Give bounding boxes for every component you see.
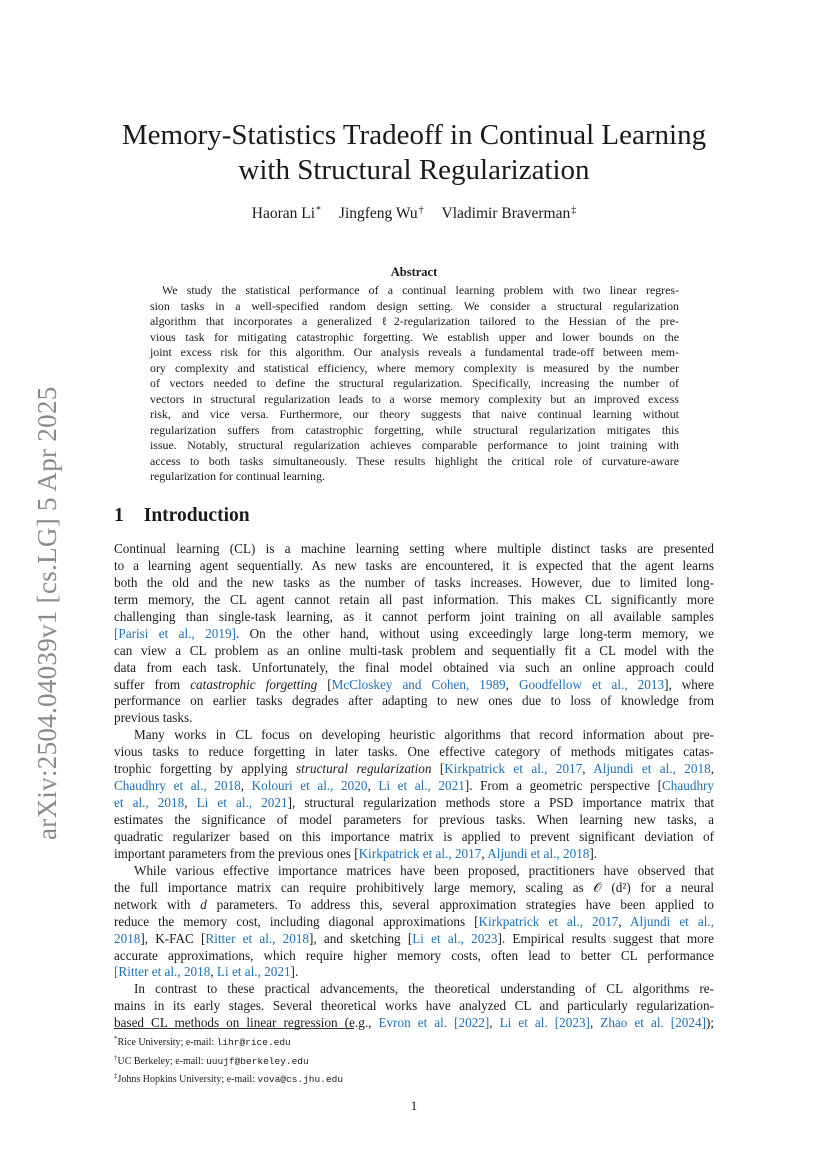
body-line bbox=[114, 677, 714, 694]
title-line-2: with Structural Regularization bbox=[238, 154, 590, 186]
body-line: the full importance matrix can require prohibitively large memory, scaling as 𝒪 (d²) for a neural bbox=[114, 879, 714, 895]
citation-link[interactable]: Li et al., 2021 bbox=[216, 964, 291, 980]
footnote bbox=[114, 1032, 343, 1051]
citation-link[interactable]: Kirkpatrick et al., 2017 bbox=[358, 845, 482, 861]
citation-link[interactable]: Kirkpatrick et al., 2017 bbox=[444, 761, 583, 777]
body-text: important parameters from the previous ones [ bbox=[114, 845, 359, 861]
abstract-line: regularization for continual learning. bbox=[150, 469, 325, 483]
citation-link[interactable]: Ritter et al., 2018 bbox=[205, 930, 310, 946]
body-line: While various effective importance matrices have been proposed, practitioners have observed that bbox=[134, 862, 714, 878]
footnote-mark: ‡ bbox=[114, 1072, 118, 1081]
body-line: In contrast to these practical advancements, the theoretical understanding of CL algorithms re- bbox=[134, 981, 714, 997]
body-text: ]. bbox=[589, 845, 598, 861]
body-line: to a learning agent sequentially. As new tasks are encountered, it is expected that the agent learns bbox=[114, 557, 714, 573]
abstract-line: regularization suffers from catastrophic forgetting, while structural regularization mitigates this bbox=[150, 422, 679, 437]
body-text: network with bbox=[114, 896, 201, 912]
abstract-heading: Abstract bbox=[390, 265, 438, 279]
abstract-line: issue. Notably, structural regularization achieves comparable performance to joint training with bbox=[150, 438, 679, 452]
body-line: can view a CL problem as an online multi-task problem and sequentially fit a CL model with the bbox=[114, 642, 714, 658]
author bbox=[442, 205, 577, 222]
arxiv-side-stamp bbox=[26, 370, 66, 840]
body-text: , bbox=[505, 676, 519, 692]
body-line bbox=[114, 931, 714, 948]
author-mark: * bbox=[316, 205, 322, 216]
body-text: based CL methods on linear regression (e.g., bbox=[114, 1015, 379, 1031]
body-line bbox=[114, 761, 714, 778]
body-line: vious tasks to reduce forgetting in later tasks. One effective category of methods mitigates catas- bbox=[114, 744, 714, 760]
author-list bbox=[110, 205, 718, 223]
body-line: both the old and the new tasks as the number of tasks increases. However, due to limited long- bbox=[114, 574, 714, 590]
body-text: [ bbox=[317, 676, 332, 692]
footnote-text: Rice University; e-mail: bbox=[117, 1037, 217, 1048]
abstract-line: ory complexity and statistical efficiency, where memory complexity is measured by the number bbox=[150, 360, 679, 375]
body-text: , bbox=[210, 964, 217, 980]
body-line bbox=[114, 914, 714, 931]
author bbox=[339, 205, 424, 222]
abstract-body bbox=[150, 283, 679, 485]
citation-link[interactable]: Evron et al. [2022] bbox=[378, 1015, 490, 1031]
body-text: , bbox=[184, 795, 197, 811]
abstract-line: vious task for mitigating catastrophic forgetting. We establish upper and lower bounds on the bbox=[150, 329, 679, 344]
email-link[interactable]: uuujf@berkeley.edu bbox=[206, 1055, 309, 1067]
citation-link[interactable]: Aljundi et al., 2018 bbox=[593, 761, 711, 777]
body-line bbox=[114, 778, 714, 795]
body-line: term memory, the CL agent cannot retain all past information. This makes CL significantly more bbox=[114, 591, 714, 607]
section-heading bbox=[114, 505, 250, 527]
author-mark: ‡ bbox=[571, 205, 577, 216]
footnote-mark: † bbox=[114, 1053, 118, 1062]
body-text: , bbox=[367, 778, 379, 794]
body-text: , bbox=[582, 761, 594, 777]
citation-link[interactable]: [Ritter et al., 2018 bbox=[114, 964, 211, 980]
body-text: suffer from bbox=[114, 676, 191, 692]
body-line bbox=[114, 795, 714, 812]
body-line: data from each task. Unfortunately, the final model obtained via such an online approach could bbox=[114, 659, 714, 675]
body-line bbox=[114, 626, 714, 643]
abstract-line: sion tasks in a well-specified random design setting. We consider a structural regularization bbox=[150, 298, 679, 313]
footnotes bbox=[114, 1032, 343, 1088]
body-text: [ bbox=[431, 761, 445, 777]
author bbox=[252, 205, 321, 222]
citation-link[interactable]: Goodfellow et al., 2013 bbox=[518, 676, 665, 692]
citation-link[interactable]: Li et al. [2023] bbox=[499, 1015, 590, 1031]
citation-link[interactable]: Li et al., 2021 bbox=[196, 795, 288, 811]
paper-title bbox=[110, 118, 718, 188]
body-line: Continual learning (CL) is a machine learning setting where multiple distinct tasks are presented bbox=[114, 541, 714, 556]
citation-link[interactable]: Li et al., 2021 bbox=[378, 778, 465, 794]
title-line-1: Memory-Statistics Tradeoff in Continual Learning bbox=[121, 119, 707, 151]
body-text: , bbox=[618, 913, 630, 929]
citation-link[interactable]: Aljundi et al., bbox=[630, 913, 714, 929]
author-name: Haoran Li bbox=[251, 205, 316, 222]
footnote bbox=[114, 1051, 343, 1070]
footnote bbox=[114, 1069, 343, 1088]
body-line bbox=[114, 897, 714, 914]
body-text: , bbox=[240, 778, 252, 794]
body-text: trophic forgetting by applying bbox=[114, 761, 297, 777]
body-text: , bbox=[589, 1015, 601, 1031]
email-link[interactable]: vova@cs.jhu.edu bbox=[257, 1074, 344, 1086]
abstract-line: vectors in structural regularization leads to a worse memory complexity but an improved excess bbox=[150, 391, 679, 406]
emphasis-text: structural regularization bbox=[296, 761, 432, 777]
body-text: , bbox=[710, 761, 714, 777]
abstract-line: access to both tasks simultaneously. These results highlight the critical role of curvature-aware bbox=[150, 453, 679, 468]
citation-link[interactable]: 2018 bbox=[114, 930, 141, 946]
body-line: estimates the significance of model parameters for previous tasks. When learning new tasks, a bbox=[114, 812, 714, 827]
body-text: parameters. To address this, several approximation strategies have been applied to bbox=[206, 896, 714, 912]
citation-link[interactable]: Chaudhry bbox=[662, 778, 715, 794]
citation-link[interactable]: Kolouri et al., 2020 bbox=[251, 778, 368, 794]
body-text: ]. From a geometric perspective [ bbox=[464, 778, 663, 794]
footnote-mark: * bbox=[114, 1035, 118, 1043]
body-line bbox=[114, 964, 714, 981]
emphasis-text: catastrophic forgetting bbox=[190, 676, 318, 692]
abstract-line: risk, and vice versa. Furthermore, our theory suggests that naive continual learning without bbox=[150, 407, 679, 421]
section-number: 1 bbox=[114, 505, 124, 526]
email-link[interactable]: lihr@rice.edu bbox=[216, 1037, 291, 1048]
footnote-divider bbox=[114, 1028, 354, 1029]
body-text: ]. Empirical results suggest that more bbox=[497, 930, 714, 946]
body-line: mains in its early stages. Several theoretical works have analyzed CL and particularly regularization- bbox=[114, 998, 714, 1014]
introduction-body bbox=[114, 541, 714, 1032]
arxiv-identifier: arXiv:2504.04039v1 [cs.LG] 5 Apr 2025 bbox=[32, 386, 62, 840]
abstract-line: We study the statistical performance of a continual learning problem with two linear regres- bbox=[162, 283, 679, 297]
page-number: 1 bbox=[410, 1098, 418, 1113]
citation-link[interactable]: Aljundi et al., 2018 bbox=[487, 845, 590, 861]
body-line: accurate approximations, which require higher memory costs, often lead to better CL performance bbox=[114, 947, 714, 963]
body-line: quadratic regularizer based on this importance matrix is applied to prevent significant deviation of bbox=[114, 828, 714, 844]
abstract-line: algorithm that incorporates a generalized ℓ2-regularization tailored to the Hessian of the pre- bbox=[150, 314, 679, 328]
author-name: Vladimir Braverman bbox=[441, 205, 571, 222]
body-line: Many works in CL focus on developing heuristic algorithms that record information about pre- bbox=[134, 727, 714, 743]
body-line: previous tasks. bbox=[114, 710, 193, 726]
citation-link[interactable]: [Parisi et al., 2019] bbox=[114, 625, 236, 641]
citation-link[interactable]: Li et al., 2023 bbox=[412, 930, 498, 946]
abstract-line: of vectors needed to define the structural regularization. Specifically, increasing the number of bbox=[150, 376, 679, 390]
section-title: Introduction bbox=[143, 505, 250, 526]
body-text: ], structural regularization methods store a PSD importance matrix that bbox=[287, 795, 714, 811]
footnote-text: Johns Hopkins University; e-mail: bbox=[117, 1074, 258, 1086]
body-text: , bbox=[481, 845, 488, 861]
body-text: ); bbox=[705, 1015, 715, 1031]
body-text: , bbox=[489, 1015, 500, 1031]
body-text: ], where bbox=[664, 676, 714, 692]
body-text: ], K-FAC [ bbox=[140, 930, 206, 946]
body-text: reduce the memory cost, including diagonal approximations [ bbox=[114, 913, 479, 929]
math-symbol: d bbox=[200, 896, 207, 912]
body-line bbox=[114, 846, 714, 863]
citation-link[interactable]: McCloskey and Cohen, 1989 bbox=[331, 676, 506, 692]
abstract-line: joint excess risk for this algorithm. Our analysis reveals a fundamental trade-off between mem- bbox=[150, 345, 679, 359]
citation-link[interactable]: Zhao et al. [2024] bbox=[600, 1015, 706, 1031]
body-text: ]. bbox=[290, 964, 299, 980]
body-text: . On the other hand, without using exceedingly large long-term memory, we bbox=[235, 625, 714, 641]
body-line bbox=[114, 1015, 714, 1032]
body-line: challenging than single-task learning, as it cannot perform joint training on all available samples bbox=[114, 608, 714, 624]
body-text: ], and sketching [ bbox=[309, 930, 413, 946]
citation-link[interactable]: Chaudhry et al., 2018 bbox=[114, 778, 241, 794]
author-name: Jingfeng Wu bbox=[338, 205, 418, 222]
footnote-text: UC Berkeley; e-mail: bbox=[117, 1055, 207, 1067]
body-line: performance on earlier tasks degrades after adapting to new ones due to loss of knowledge from bbox=[114, 693, 714, 709]
citation-link[interactable]: Kirkpatrick et al., 2017 bbox=[478, 913, 619, 929]
author-mark: † bbox=[418, 205, 424, 216]
citation-link[interactable]: et al., 2018 bbox=[114, 795, 185, 811]
